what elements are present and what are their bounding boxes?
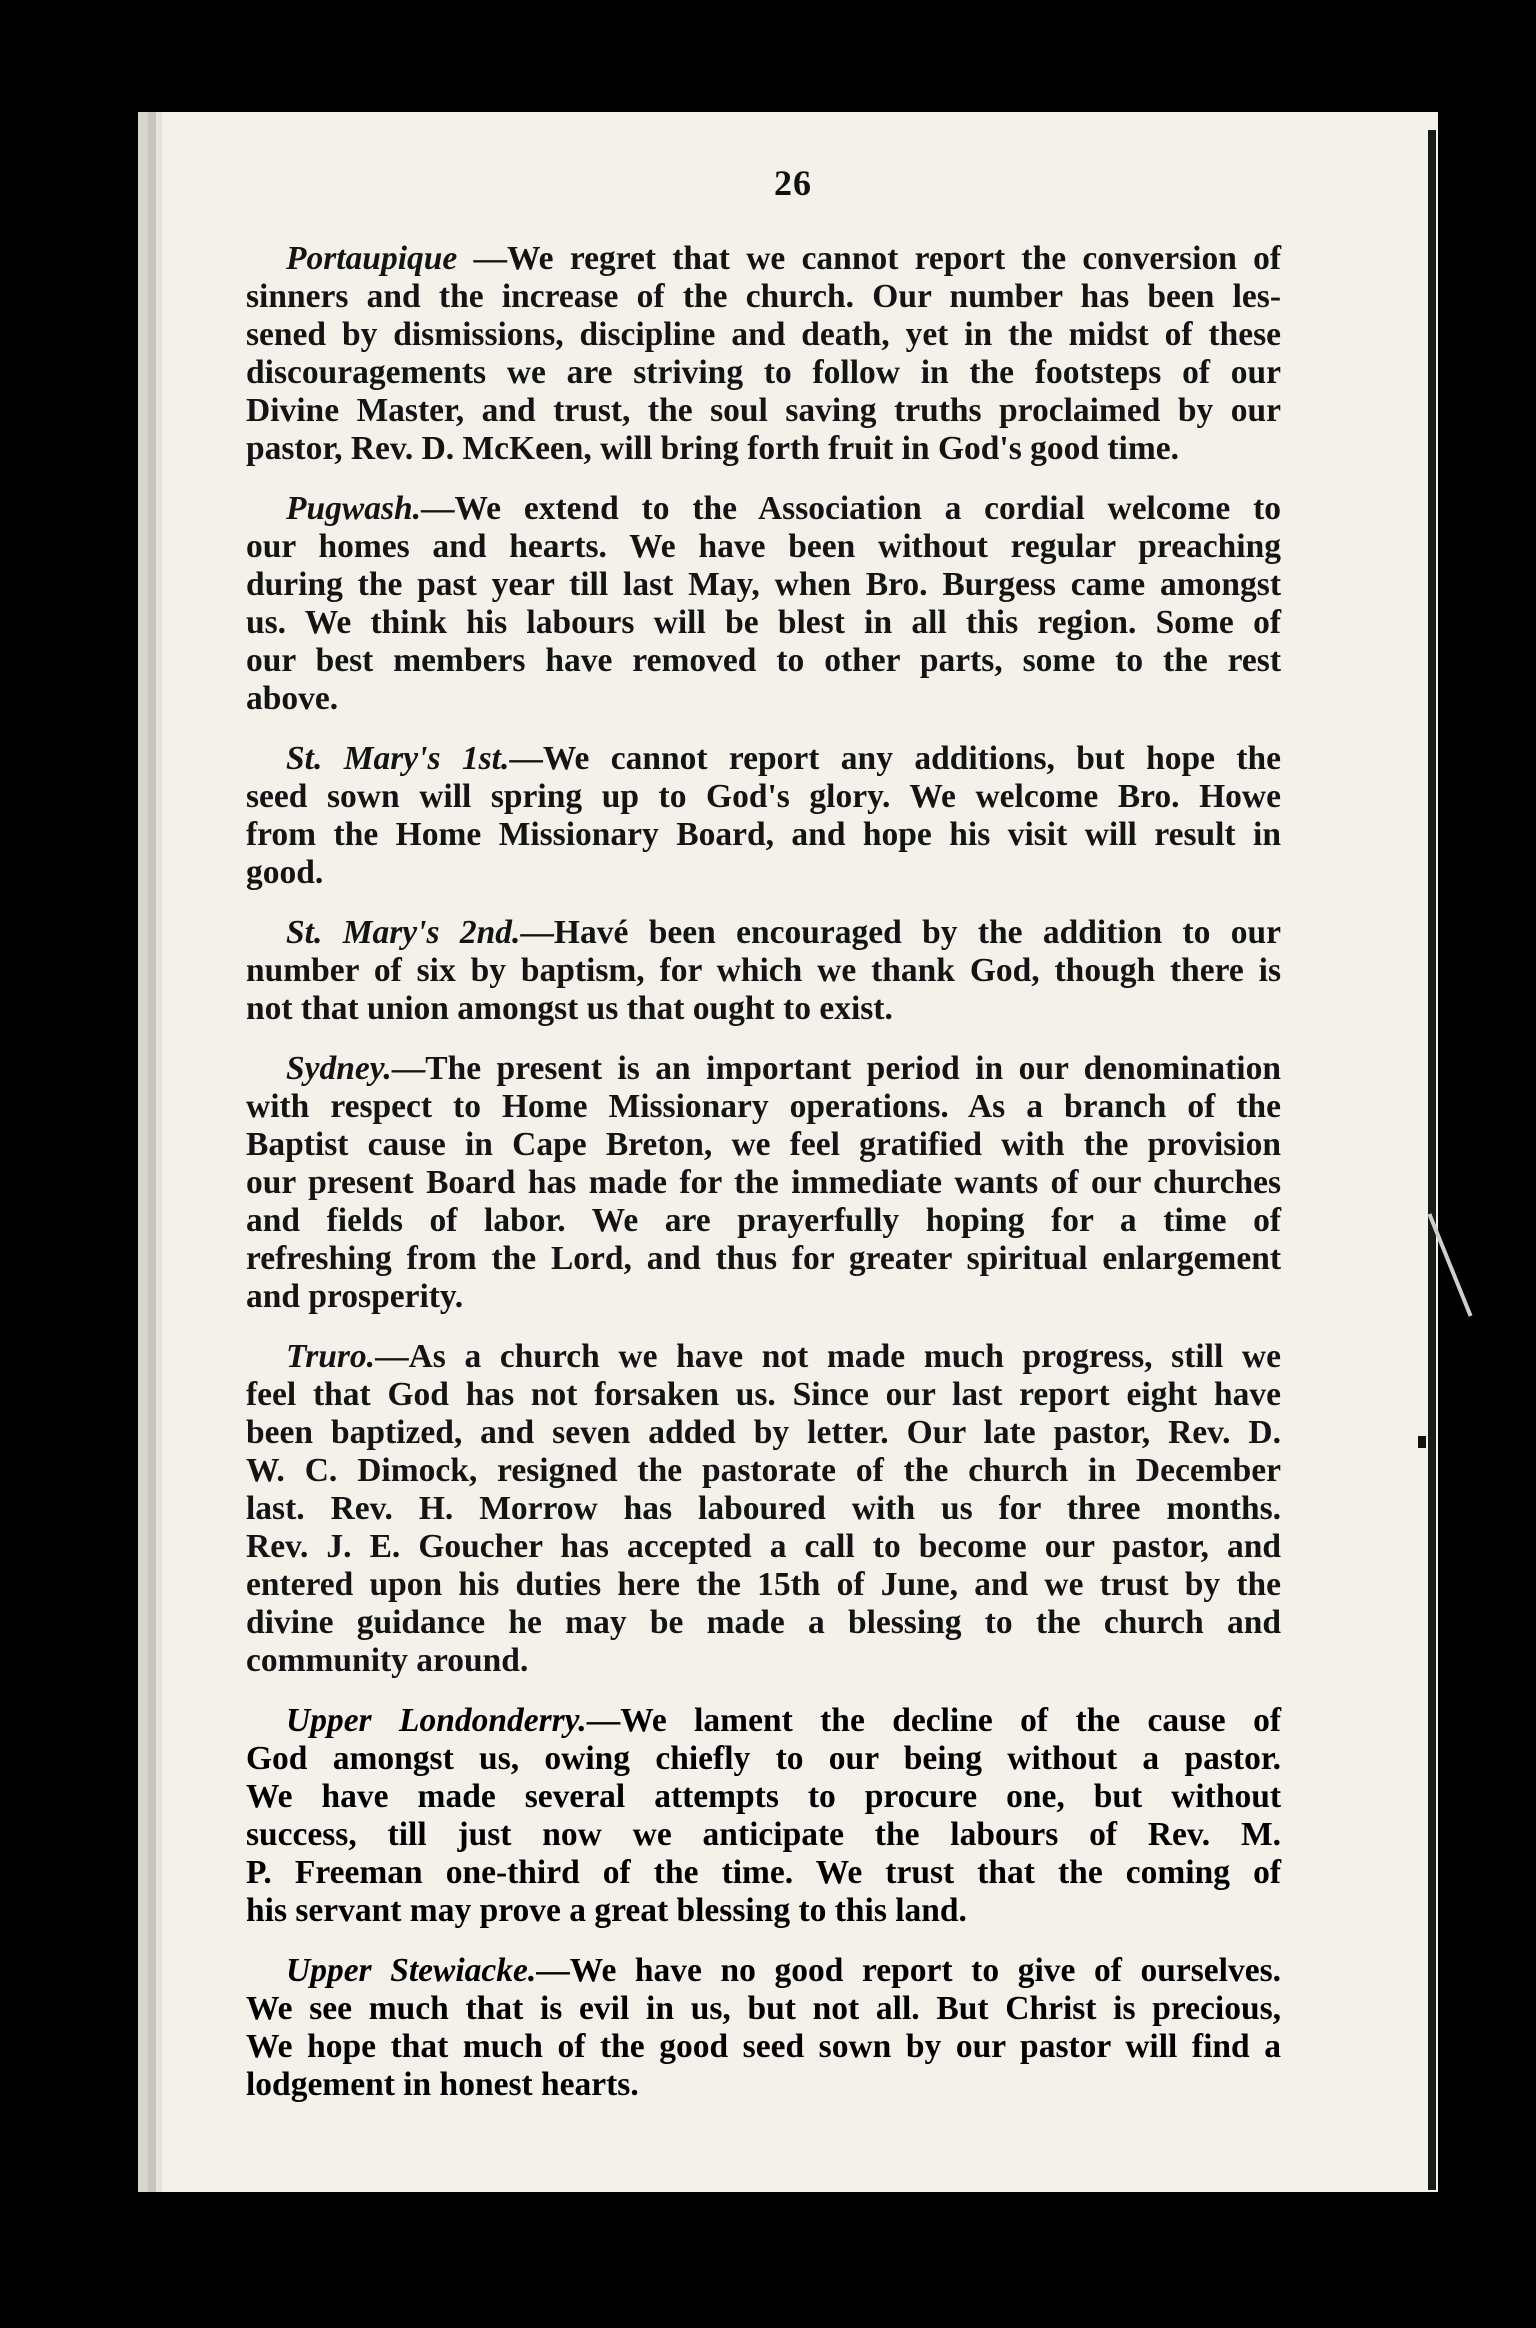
entry-line: above. xyxy=(246,680,339,717)
entry-line: Sydney.—The present is an important period in our denomination xyxy=(286,1050,1281,1087)
entry-line: seed sown will spring up to God's glory. We welcome Bro. Howe xyxy=(246,778,1281,815)
entry-place: Portaupique xyxy=(286,240,458,277)
entry-st-marys-1st xyxy=(246,740,1281,892)
entry-line: Baptist cause in Cape Breton, we feel gratified with the provision xyxy=(246,1126,1281,1163)
entry-place: Pugwash. xyxy=(286,490,421,527)
entry-line: from the Home Missionary Board, and hope his visit will result in xyxy=(246,816,1281,853)
entry-place: Upper Stewiacke. xyxy=(286,1952,537,1989)
entry-place: St. Mary's 1st. xyxy=(286,740,510,777)
entry-line: refreshing from the Lord, and thus for greater spiritual enlargement xyxy=(246,1240,1281,1277)
entry-line: entered upon his duties here the 15th of June, and we trust by the xyxy=(246,1566,1281,1603)
entry-pugwash xyxy=(246,490,1281,718)
entry-sydney xyxy=(246,1050,1281,1316)
entry-line: been baptized, and seven added by letter. Our late pastor, Rev. D. xyxy=(246,1414,1281,1451)
entry-line: and fields of labor. We are prayerfully hoping for a time of xyxy=(246,1202,1281,1239)
entry-line: Pugwash.—We extend to the Association a cordial welcome to xyxy=(286,490,1281,527)
entry-line: sened by dismissions, discipline and death, yet in the midst of these xyxy=(246,316,1281,353)
entry-line: divine guidance he may be made a blessing to the church and xyxy=(246,1604,1281,1641)
entry-line: sinners and the increase of the church. Our number has been les- xyxy=(246,278,1281,315)
entry-portaupique xyxy=(246,240,1281,468)
entry-line: number of six by baptism, for which we thank God, though there is xyxy=(246,952,1281,989)
entry-line: We hope that much of the good seed sown by our pastor will find a xyxy=(246,2028,1281,2065)
report-body xyxy=(246,240,1281,2126)
entry-line: Upper Londonderry.—We lament the decline of the cause of xyxy=(286,1702,1281,1739)
entry-line: his servant may prove a great blessing to this land. xyxy=(246,1892,967,1929)
entry-line: Upper Stewiacke.—We have no good report to give of ourselves. xyxy=(286,1952,1282,1989)
entry-line: Divine Master, and trust, the soul saving truths proclaimed by our xyxy=(246,392,1281,429)
entry-line: W. C. Dimock, resigned the pastorate of the church in December xyxy=(246,1452,1281,1489)
entry-upper-londonderry xyxy=(246,1702,1281,1930)
entry-line: us. We think his labours will be blest in all this region. Some of xyxy=(246,604,1281,641)
entry-place: Sydney. xyxy=(286,1050,392,1087)
scan-artifact-dot xyxy=(1418,1436,1426,1448)
entry-line: community around. xyxy=(246,1642,529,1679)
entry-place: Truro. xyxy=(286,1338,376,1375)
entry-st-marys-2nd xyxy=(246,914,1281,1028)
entry-line: pastor, Rev. D. McKeen, will bring forth fruit in God's good time. xyxy=(246,430,1180,467)
document-page xyxy=(138,112,1438,2192)
entry-line: We have made several attempts to procure one, but without xyxy=(246,1778,1281,1815)
entry-line: not that union amongst us that ought to exist. xyxy=(246,990,893,1027)
entry-line: and prosperity. xyxy=(246,1278,464,1315)
entry-line: Rev. J. E. Goucher has accepted a call to become our pastor, and xyxy=(246,1528,1281,1565)
entry-place: St. Mary's 2nd. xyxy=(286,914,521,951)
entry-line: last. Rev. H. Morrow has laboured with us for three months. xyxy=(246,1490,1281,1527)
entry-line: our present Board has made for the immediate wants of our churches xyxy=(246,1164,1281,1201)
entry-line: during the past year till last May, when Bro. Burgess came amongst xyxy=(246,566,1281,603)
entry-line: Portaupique —We regret that we cannot report the conversion of xyxy=(286,240,1282,277)
entry-place: Upper Londonderry. xyxy=(286,1702,587,1739)
entry-line: our best members have removed to other parts, some to the rest xyxy=(246,642,1281,679)
entry-line: We see much that is evil in us, but not all. But Christ is precious, xyxy=(246,1990,1281,2027)
entry-line: discouragements we are striving to follow in the footsteps of our xyxy=(246,354,1281,391)
entry-line: our homes and hearts. We have been without regular preaching xyxy=(246,528,1281,565)
entry-upper-stewiacke xyxy=(246,1952,1281,2104)
entry-line: success, till just now we anticipate the labours of Rev. M. xyxy=(246,1816,1281,1853)
entry-line: with respect to Home Missionary operations. As a branch of the xyxy=(246,1088,1281,1125)
entry-truro xyxy=(246,1338,1281,1680)
entry-line: Truro.—As a church we have not made much progress, still we xyxy=(286,1338,1281,1375)
entry-line: St. Mary's 2nd.—Havé been encouraged by the addition to our xyxy=(286,914,1282,951)
entry-line: feel that God has not forsaken us. Since our last report eight have xyxy=(246,1376,1281,1413)
page-binding-edge xyxy=(1428,130,1436,2190)
entry-line: good. xyxy=(246,854,324,891)
entry-line: P. Freeman one-third of the time. We trust that the coming of xyxy=(246,1854,1281,1891)
entry-line: God amongst us, owing chiefly to our being without a pastor. xyxy=(246,1740,1281,1777)
entry-line: lodgement in honest hearts. xyxy=(246,2066,639,2103)
entry-line: St. Mary's 1st.—We cannot report any additions, but hope the xyxy=(286,740,1281,777)
page-number: 26 xyxy=(774,163,812,203)
